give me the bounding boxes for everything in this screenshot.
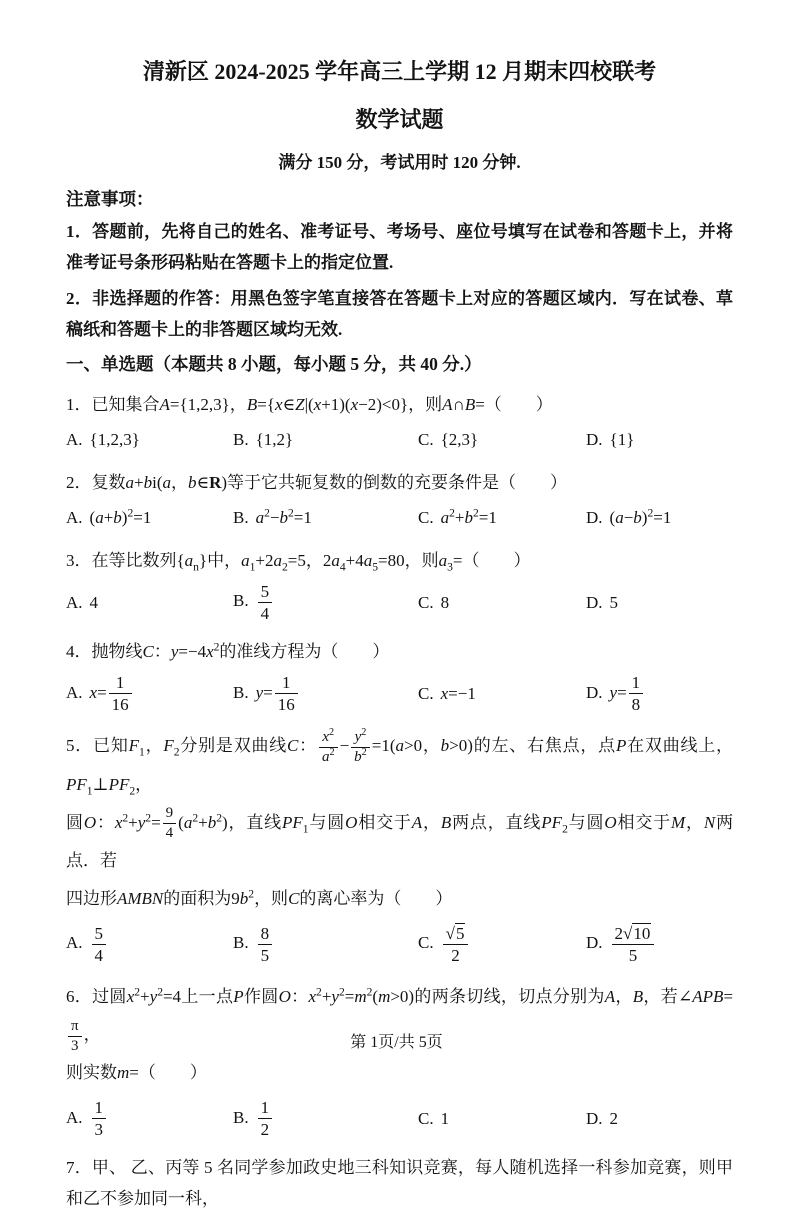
question-4-option-a (66, 673, 233, 714)
option-value: $\frac{5}{4}$ (256, 591, 275, 610)
question-7 (66, 1152, 733, 1214)
option-label: D. (586, 682, 603, 702)
page-subtitle: 数学试题 (355, 107, 444, 132)
question-1 (66, 389, 733, 454)
question-1-option-a (66, 430, 233, 450)
question-3-option-d (586, 593, 733, 613)
note-item-2: 2．非选择题的作答：用黑色签字笔直接答在答题卡上对应的答题区域内．写在试卷、草稿纸和答题卡上的非答题区域均无效. (66, 289, 733, 339)
option-value: 8 (440, 592, 450, 612)
question-6-option-a (66, 1098, 233, 1139)
option-label: B. (233, 430, 249, 449)
option-label: D. (586, 933, 603, 953)
option-value: $\frac{8}{5}$ (256, 933, 275, 952)
question-2-options (66, 504, 733, 532)
question-4-options (66, 673, 733, 714)
question-4-option-c (418, 684, 586, 704)
question-6-options (66, 1098, 733, 1139)
option-value: {2,3} (440, 430, 479, 449)
option-label: D. (586, 508, 603, 527)
option-label: B. (233, 933, 249, 953)
option-label: D. (586, 592, 603, 612)
option-value: $\frac{5}{4}$ (90, 933, 109, 952)
question-5-options (66, 924, 733, 965)
question-4-stem: 4．抛物线C：$y=-4x^2$的准线方程为（ ） (66, 640, 390, 662)
option-label: D. (586, 1108, 603, 1128)
question-3-option-a (66, 593, 233, 613)
option-label: C. (418, 430, 434, 449)
question-3-stem: 3．在等比数列$\{a_n\}$中，$a_1+2a_2=5$，$2a_4+4a_5=80$，则$a_3=$（ ） (66, 551, 531, 574)
option-value: 1 (440, 1108, 450, 1128)
question-4-option-b (233, 673, 418, 714)
notes-heading: 注意事项： (66, 189, 154, 209)
question-3-option-c (418, 593, 586, 613)
question-7-stem: 7．甲、 乙、丙等 5 名同学参加政史地三科知识竞赛，每人随机选择一科参加竞赛，则甲和乙不参加同一科， (66, 1158, 733, 1209)
option-label: C. (418, 683, 434, 703)
question-3-option-b (233, 582, 418, 623)
question-2-option-c (418, 508, 586, 528)
option-label: A. (66, 430, 83, 449)
section-1-heading: 一、单选题（本题共 8 小题，每小题 5 分，共 40 分.） (66, 354, 482, 374)
question-2-option-a (66, 508, 233, 528)
option-label: A. (66, 592, 83, 612)
question-1-options (66, 426, 733, 454)
option-value: x=−1 (440, 683, 476, 703)
question-3-options (66, 582, 733, 623)
option-value: $\frac{1}{2}$ (256, 1108, 275, 1127)
question-5-option-a (66, 924, 233, 965)
option-value: $(a-b)^2=1$ (609, 506, 672, 527)
question-5 (66, 727, 733, 965)
option-value: $a^2+b^2=1$ (440, 506, 497, 527)
question-1-stem: 1．已知集合A={1,2,3}，B={x∈Z|(x+1)(x−2)<0}，则A∩B=（ ） (66, 395, 553, 414)
option-label: B. (233, 591, 249, 611)
option-value: y= $\frac{1}{16}$ (256, 683, 300, 702)
option-label: A. (66, 1107, 83, 1127)
note-item-1: 1．答题前，先将自己的姓名、准考证号、考场号、座位号填写在试卷和答题卡上，并将准考证号条形码粘贴在答题卡上的指定位置. (66, 222, 733, 272)
option-value: $\frac{√5}{2}$ (441, 933, 471, 952)
question-5-option-d (586, 924, 733, 965)
question-6-option-d (586, 1109, 733, 1129)
question-3 (66, 545, 733, 623)
option-value: x= $\frac{1}{16}$ (90, 683, 134, 702)
question-6 (66, 978, 733, 1139)
question-1-option-c (418, 430, 586, 450)
option-value: $\frac{1}{3}$ (90, 1108, 109, 1127)
option-value: {1,2} (255, 430, 294, 449)
question-1-option-b (233, 430, 418, 450)
question-2 (66, 467, 733, 532)
option-label: A. (66, 933, 83, 953)
option-value: 2 (609, 1108, 619, 1128)
option-label: B. (233, 508, 249, 527)
page-number: 第 1页/共 5页 (350, 1034, 443, 1051)
question-5-option-b (233, 924, 418, 965)
question-4 (66, 636, 733, 714)
question-1-option-d (586, 430, 733, 450)
page-title: 清新区 2024-2025 学年高三上学期 12 月期末四校联考 (142, 59, 657, 84)
question-6-stem: 6．过圆$x^2+y^2=4$上一点P作圆O：$x^2+y^2=m^2(m>0)$的两条切线，切点分别为A，B，若∠APB= $\frac{\pi}{3}$ ， 则实数m=（ ） (66, 985, 734, 1083)
exam-info-line: 满分 150 分，考试用时 120 分钟. (278, 153, 521, 172)
option-label: B. (233, 682, 249, 702)
option-label: C. (418, 1108, 434, 1128)
option-value: $a^2-b^2=1$ (255, 506, 312, 527)
option-label: C. (418, 592, 434, 612)
option-value: {1} (609, 430, 635, 449)
question-5-stem: 5．已知$F_1$，$F_2$分别是双曲线C： $\frac{x^2}{a^2}$ − $\frac{y^2}{b^2}$ =1(a>0，b>0)的左、右焦点，点P在双曲线上，$PF_1\perp PF_2$， 圆O：$x^2+y^2=$ $\frac{9}{4}$ $(a^2+b^2)$，直线$PF_1$与圆O相交于A，B两点，直线$PF_2$与圆O相交于M，N两点．若 四边形AMBN的面积为$9b^2$，则C的离心率为（ ） (66, 726, 734, 908)
question-6-option-c (418, 1109, 586, 1129)
option-label: C. (418, 933, 434, 953)
option-value: {1,2,3} (89, 430, 140, 449)
option-value: $(a+b)^2=1$ (89, 506, 152, 527)
option-label: C. (418, 508, 434, 527)
question-6-option-b (233, 1098, 418, 1139)
option-value: $\frac{2√10}{5}$ (610, 933, 657, 952)
option-value: 4 (89, 592, 99, 612)
question-2-option-b (233, 508, 418, 528)
question-2-stem: 2．复数a+bi(a，b∈R)等于它共轭复数的倒数的充要条件是（ ） (66, 473, 568, 492)
option-value: y= $\frac{1}{8}$ (610, 683, 646, 702)
question-4-option-d (586, 673, 733, 714)
option-label: A. (66, 682, 83, 702)
option-label: B. (233, 1107, 249, 1127)
question-2-option-d (586, 508, 733, 528)
option-value: 5 (609, 592, 619, 612)
option-label: A. (66, 508, 83, 527)
option-label: D. (586, 430, 603, 449)
question-5-option-c (418, 924, 586, 965)
